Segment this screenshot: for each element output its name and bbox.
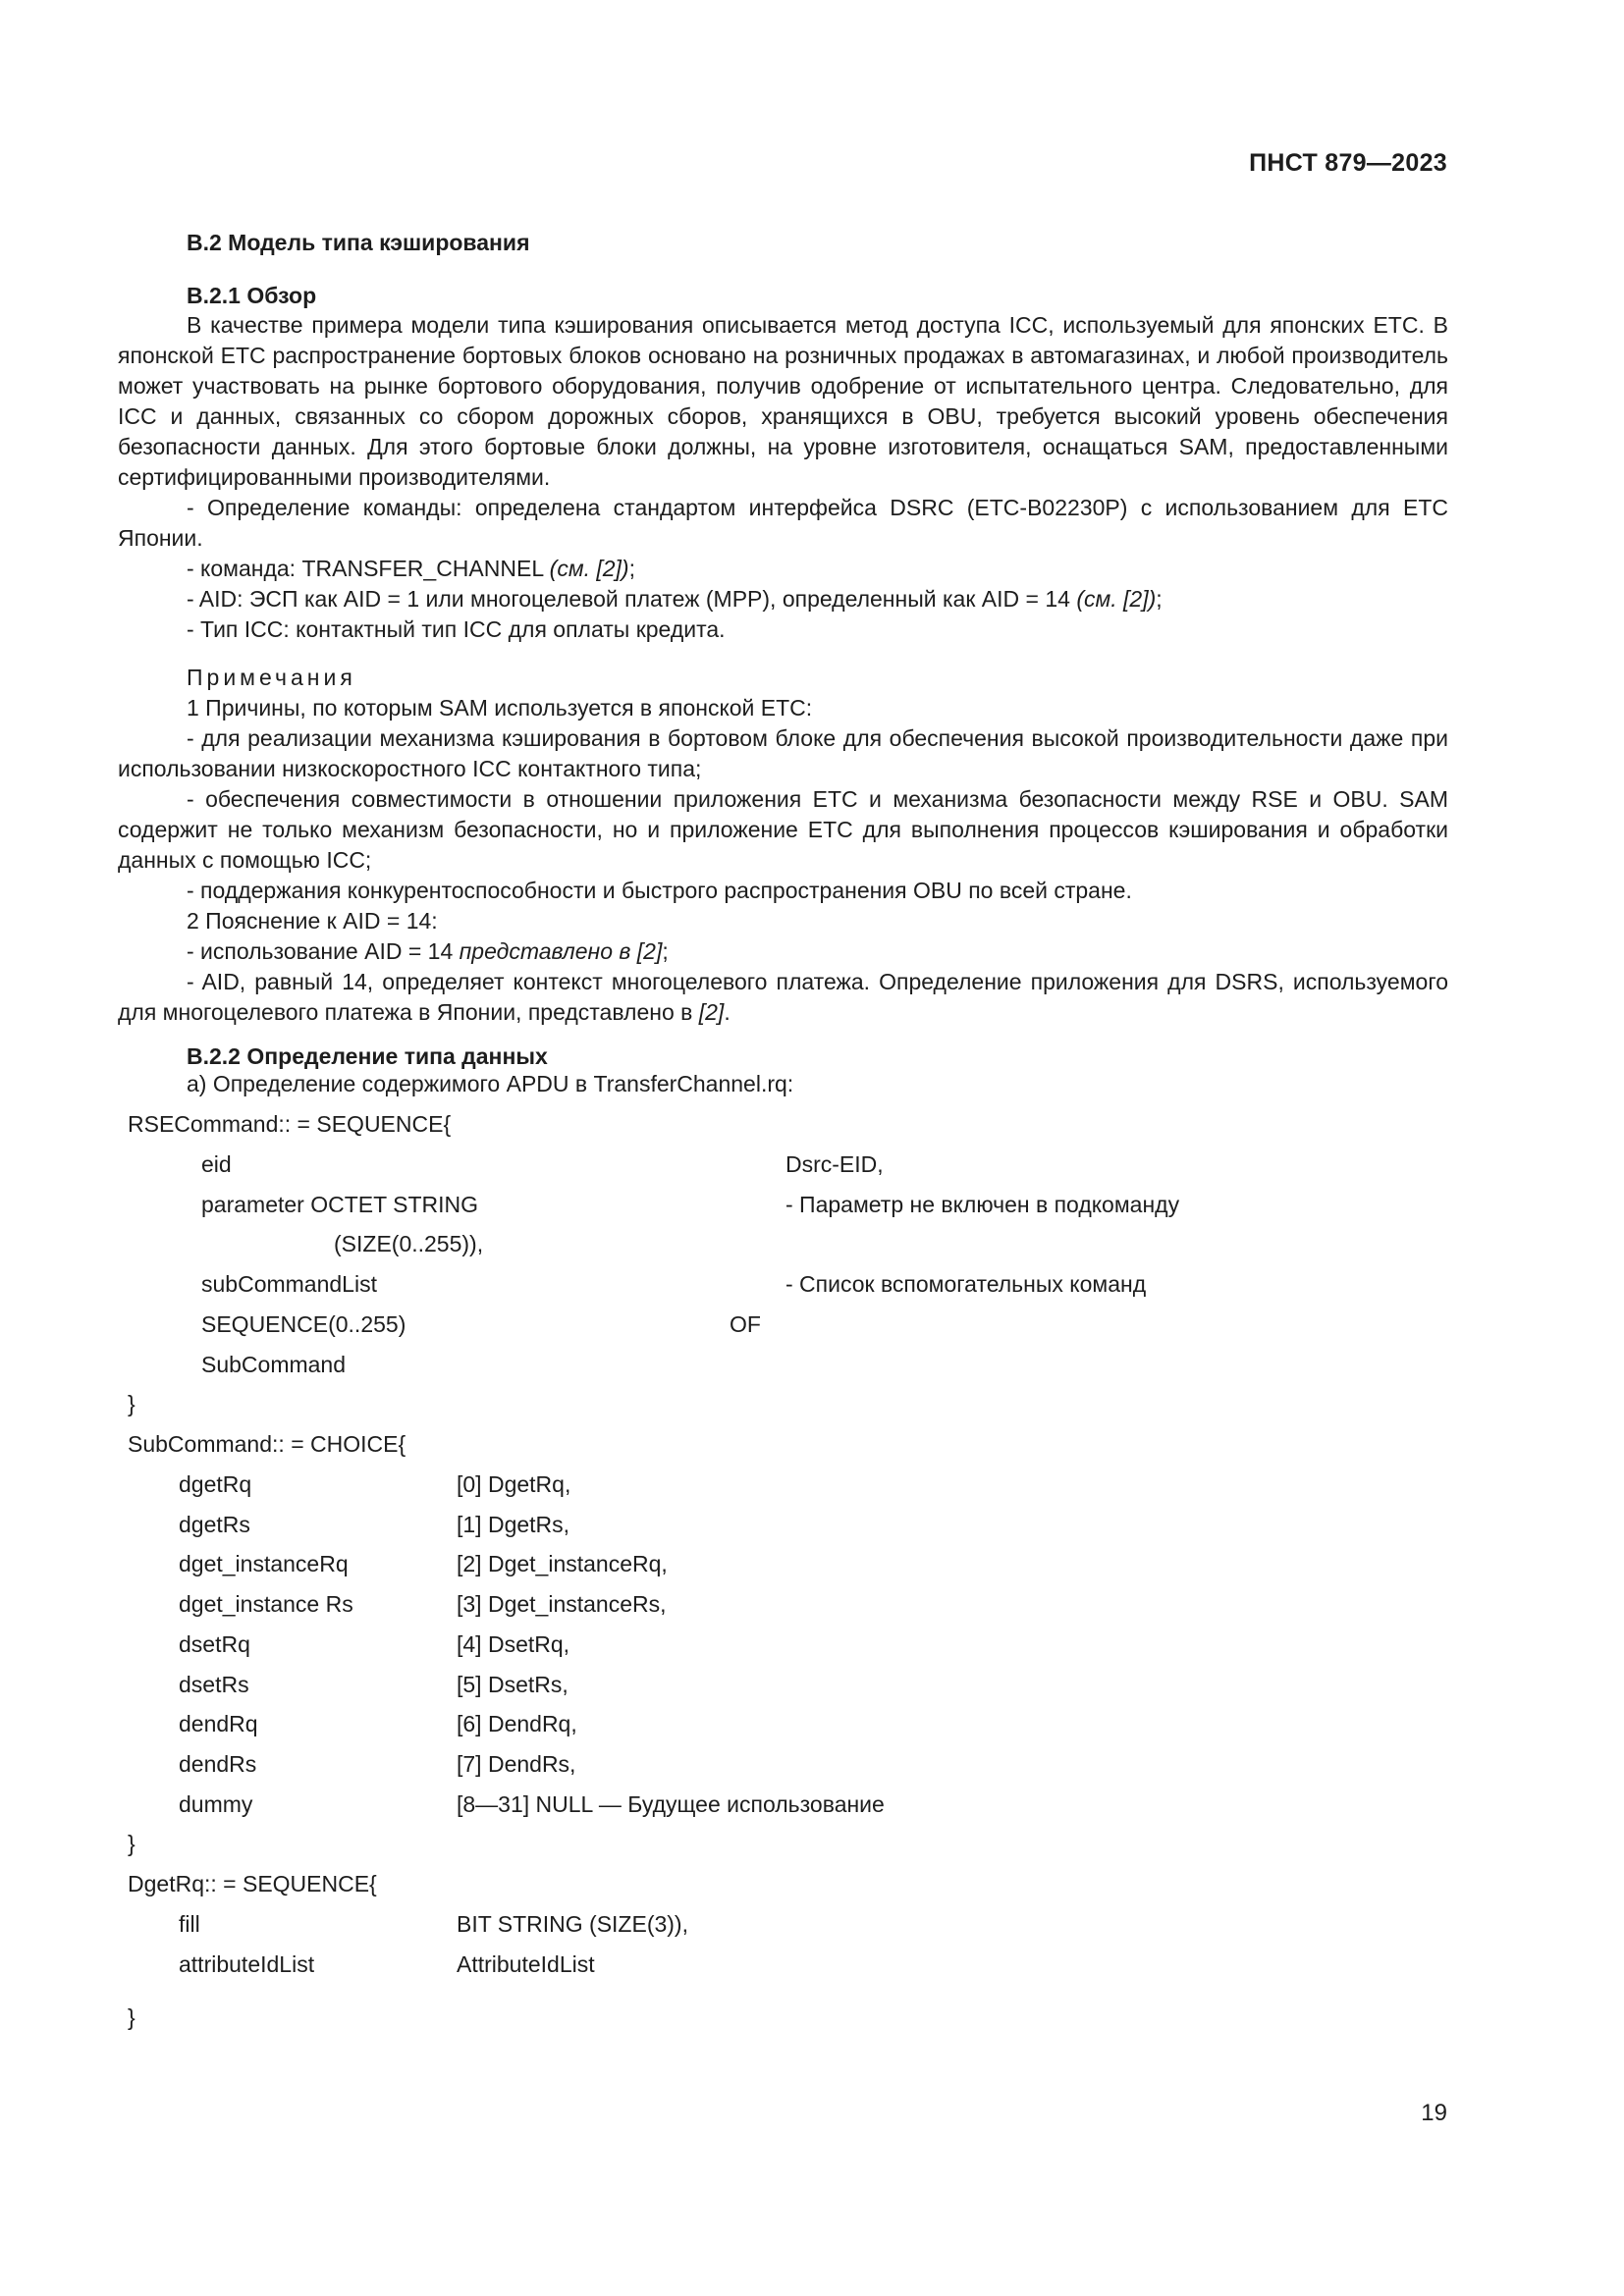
subcommand-name: dendRq <box>179 1711 258 1736</box>
overview-paragraph: В качестве примера модели типа кэширования описывается метод доступа ICC, используемый для японских ЕТС. В японской ЕТС распространение бортовых блоков основано на розничных продажах в автомагазинах, и любой производитель может участвовать на рынке бортового оборудования, получив одобрение от испытательного центра. Следовательно, для ICC и данных, связанных со сбором дорожных сборов, хранящихся в OBU, требуется высокий уровень обеспечения безопасности данных. Для этого бортовые блоки должны, на уровне изготовителя, оснащаться SAM, предоставленными сертифицированными производителями. <box>118 312 1448 490</box>
code-rse-eid-type: Dsrc-EID, <box>785 1151 884 1177</box>
code-rse-open: RSECommand:: = SEQUENCE{ <box>128 1111 452 1137</box>
code-rse-param-comment: - Параметр не включен в подкоманду <box>785 1192 1180 1217</box>
document-number: ПНСТ 879—2023 <box>1249 149 1447 177</box>
subcommand-name: dendRs <box>179 1751 257 1777</box>
note-1: 1 Причины, по которым SAM используется в японской ЕТС: <box>187 695 813 721</box>
notes-title: Примечания <box>187 665 356 690</box>
page-number: 19 <box>1421 2100 1447 2126</box>
command-definition-paragraph: - Определение команды: определена стандартом интерфейса DSRC (ETC-B02230P) с использованием для ЕТС Японии. <box>118 495 1448 551</box>
bullet-aid: - AID: ЭСП как AID = 1 или многоцелевой платеж (MPP), определенный как AID = 14 (см. [2]); <box>187 586 1163 612</box>
note-1-item-a: - для реализации механизма кэширования в бортовом блоке для обеспечения высокой производительности даже при использовании низкоскоростного ICC контактного типа; <box>118 725 1448 781</box>
code-rse-seq: SEQUENCE(0..255) <box>201 1311 406 1337</box>
bullet-icc-type: - Тип ICC: контактный тип ICC для оплаты кредита. <box>187 616 726 642</box>
code-rse-of: OF <box>730 1311 761 1337</box>
subsection-title-overview: В.2.1 Обзор <box>187 283 317 308</box>
code-rse-subcmd: SubCommand <box>201 1352 347 1377</box>
note-1-item-c: - поддержания конкурентоспособности и быстрого распространения OBU по всей стране. <box>187 878 1132 903</box>
subcommand-value: [0] DgetRq, <box>457 1471 571 1497</box>
section-title: В.2 Модель типа кэширования <box>187 230 530 255</box>
subcommand-name: dsetRq <box>179 1631 250 1657</box>
code-dget-fill-type: BIT STRING (SIZE(3)), <box>457 1911 688 1937</box>
subcommand-name: dget_instance Rs <box>179 1591 353 1617</box>
subcommand-value: [5] DsetRs, <box>457 1672 568 1697</box>
subcommand-value: [8—31] NULL — Будущее использование <box>457 1791 885 1817</box>
subcommand-name: dsetRs <box>179 1672 249 1697</box>
subcommand-name: dget_instanceRq <box>179 1551 349 1576</box>
subcommand-value: [1] DgetRs, <box>457 1512 570 1537</box>
code-rse-param-size: (SIZE(0..255)), <box>334 1231 484 1256</box>
note-1-item-b: - обеспечения совместимости в отношении приложения ЕТС и механизма безопасности между RSE и OBU. SAM содержит не только механизм безопасности, но и приложение ЕТС для выполнения процессов кэширования и обработки данных с помощью ICC; <box>118 786 1448 873</box>
note-2-item-a: - использование AID = 14 представлено в [2]; <box>187 938 669 964</box>
bullet-command: - команда: TRANSFER_CHANNEL (см. [2]); <box>187 556 635 581</box>
subcommand-name: dgetRs <box>179 1512 250 1537</box>
code-dget-open: DgetRq:: = SEQUENCE{ <box>128 1871 377 1896</box>
subcommand-value: [3] Dget_instanceRs, <box>457 1591 667 1617</box>
subcommand-value: [6] DendRq, <box>457 1711 577 1736</box>
code-rse-sublist-comment: - Список вспомогательных команд <box>785 1271 1147 1297</box>
code-rse-sublist: subCommandList <box>201 1271 377 1297</box>
datatypes-intro: а) Определение содержимого APDU в TransferChannel.rq: <box>187 1071 794 1096</box>
code-sub-open: SubCommand:: = CHOICE{ <box>128 1431 406 1457</box>
code-dget-attr-type: AttributeIdList <box>457 1951 595 1977</box>
code-close-brace: } <box>128 1831 135 1856</box>
note-2-item-b: - AID, равный 14, определяет контекст многоцелевого платежа. Определение приложения для DSRS, используемого для многоцелевого платежа в Японии, представлено в [2]. <box>118 969 1448 1025</box>
code-dget-attr: attributeIdList <box>179 1951 315 1977</box>
code-dget-fill: fill <box>179 1911 200 1937</box>
code-rse-eid: eid <box>201 1151 232 1177</box>
code-close-brace: } <box>128 2004 135 2030</box>
code-close-brace: } <box>128 1391 135 1416</box>
code-rse-param: parameter OCTET STRING <box>201 1192 479 1217</box>
subcommand-value: [7] DendRs, <box>457 1751 576 1777</box>
subcommand-name: dummy <box>179 1791 253 1817</box>
subsection-title-datatypes: В.2.2 Определение типа данных <box>187 1043 548 1069</box>
subcommand-value: [2] Dget_instanceRq, <box>457 1551 668 1576</box>
subcommand-value: [4] DsetRq, <box>457 1631 570 1657</box>
subcommand-name: dgetRq <box>179 1471 252 1497</box>
note-2: 2 Пояснение к AID = 14: <box>187 908 438 934</box>
